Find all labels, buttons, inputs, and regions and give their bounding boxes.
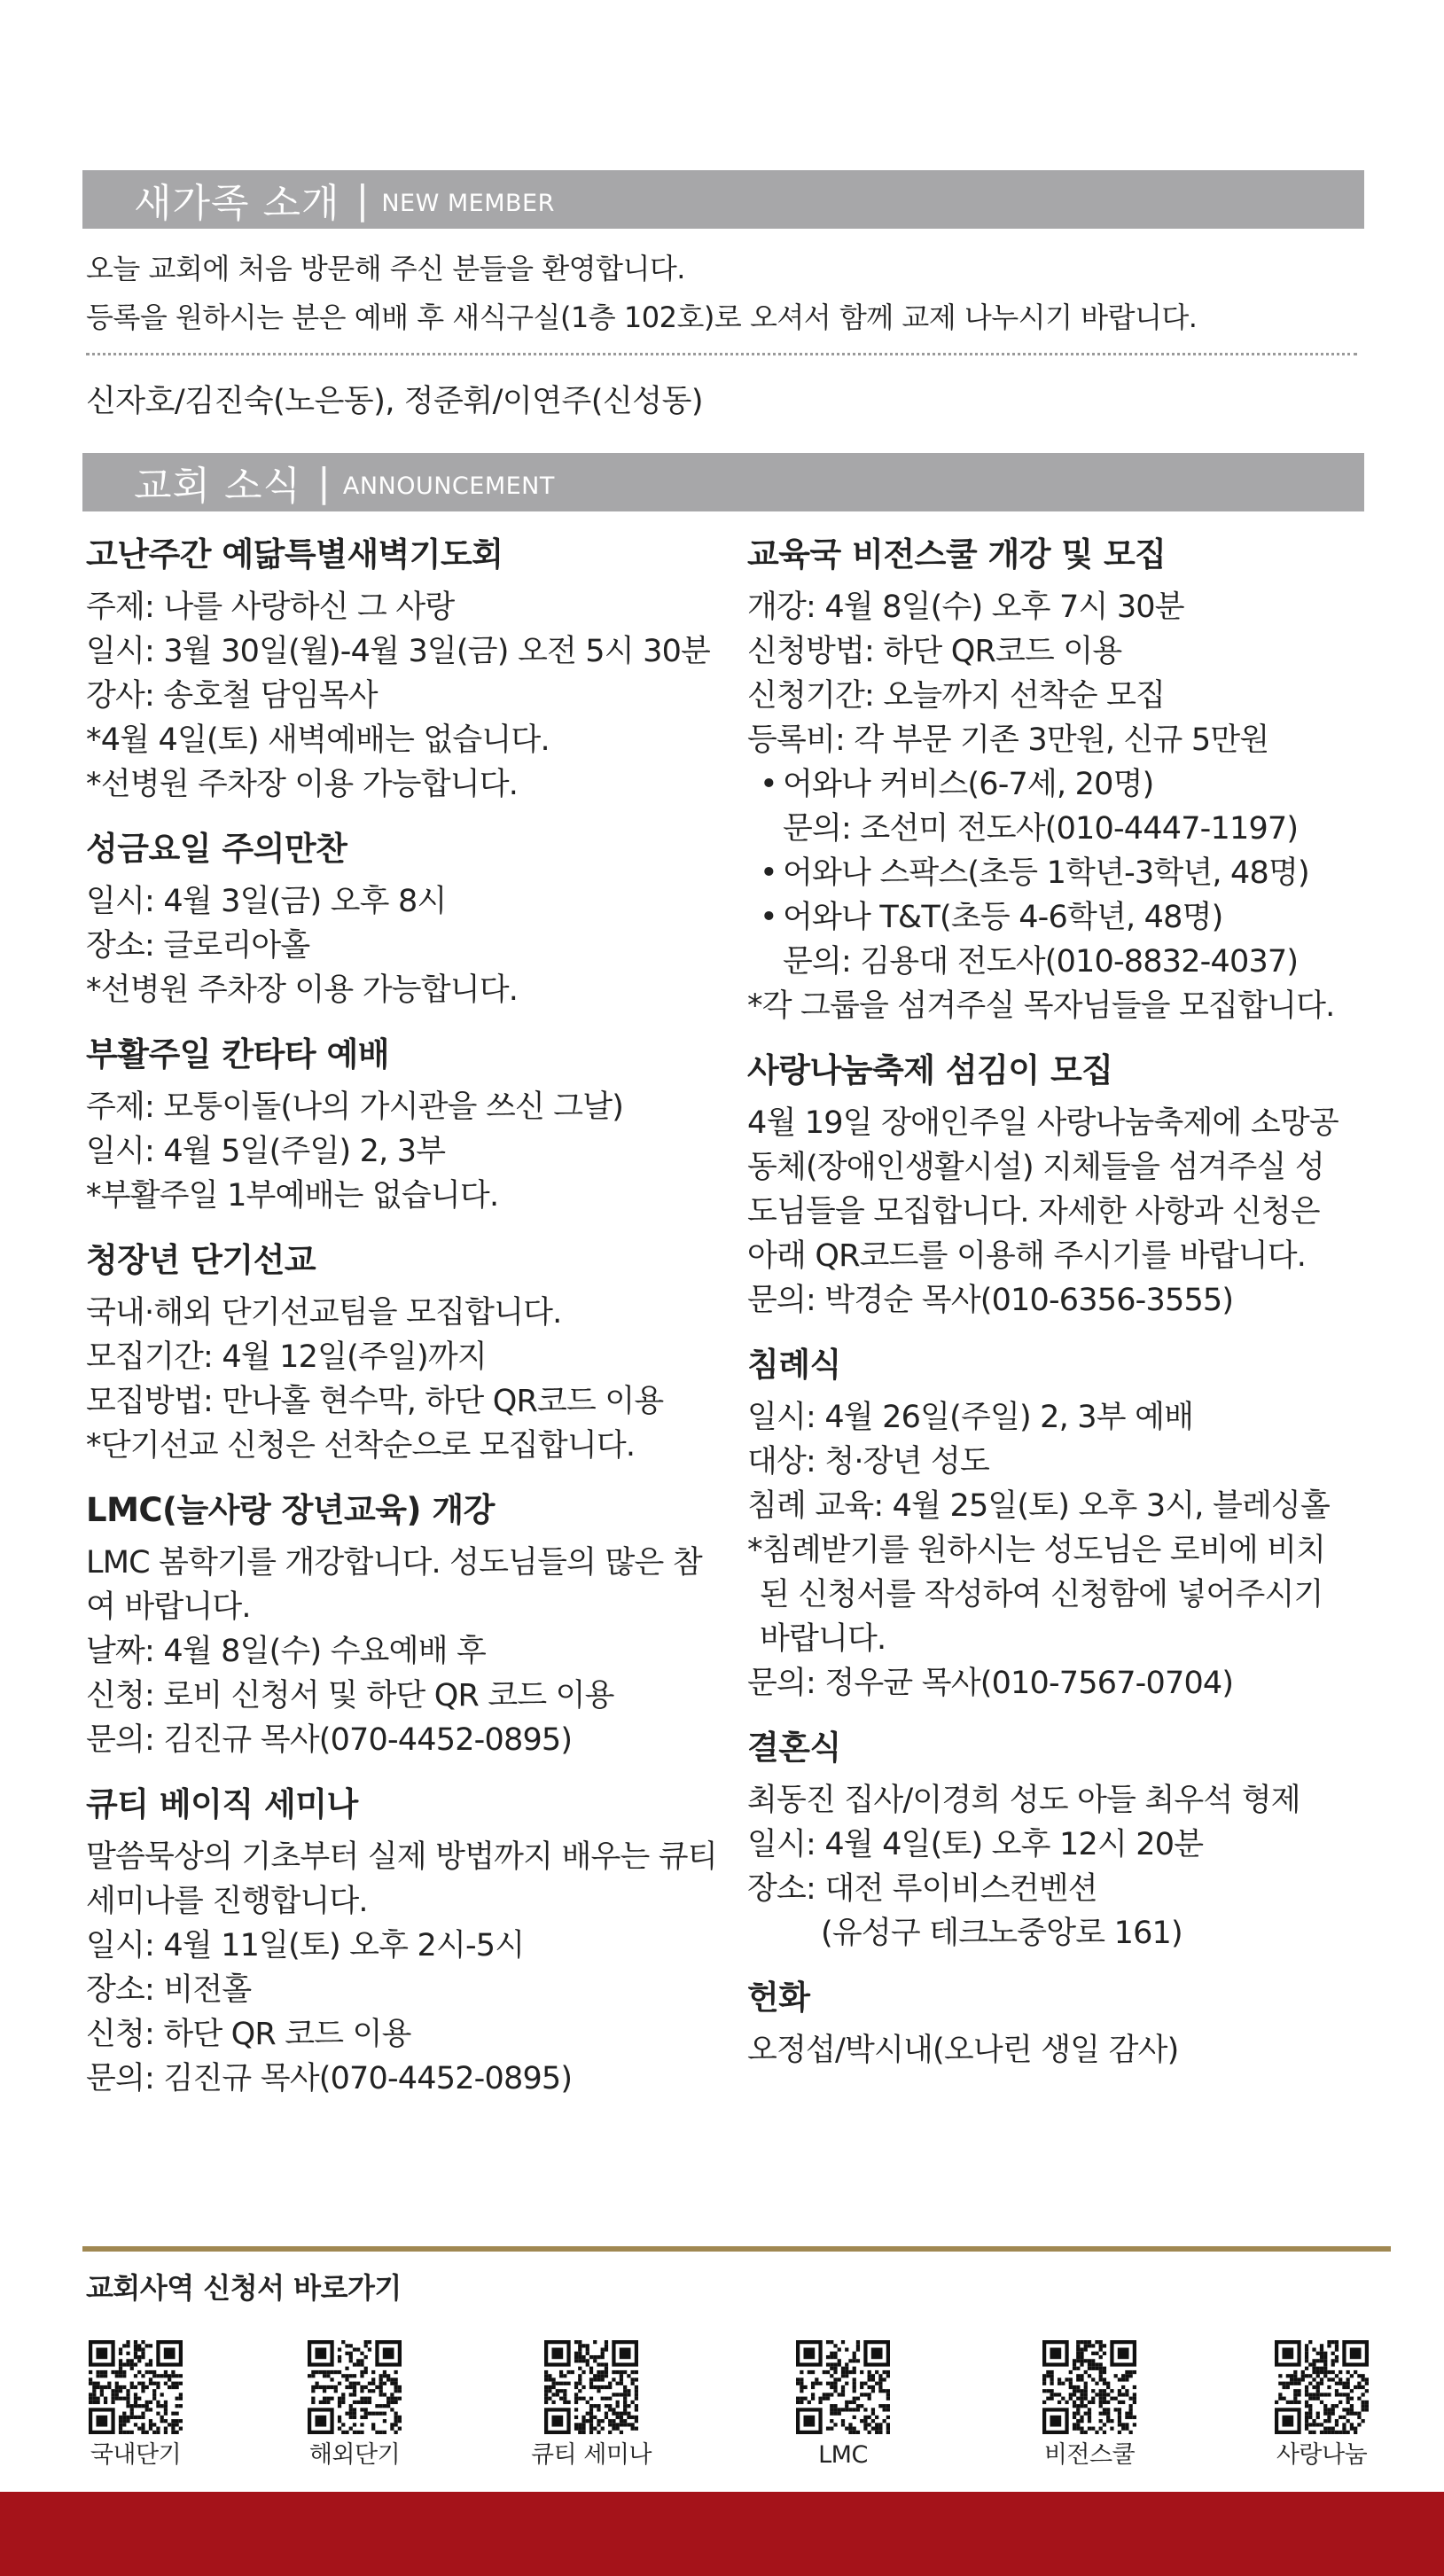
item-title: 성금요일 주의만찬	[86, 830, 347, 868]
item-line: 문의: 조선미 전도사(010-4447-1197)	[783, 811, 1299, 847]
announcement-item-wedding	[747, 1723, 1368, 1955]
title-separator: |	[355, 176, 370, 222]
bullet-icon: •	[760, 855, 777, 891]
qr-code-icon	[1042, 2340, 1136, 2434]
gold-divider	[82, 2246, 1391, 2252]
item-title: 침례식	[747, 1346, 841, 1384]
qr-link-love-sharing[interactable]	[1255, 2340, 1388, 2473]
bullet-item	[747, 762, 1368, 807]
item-line: 문의: 김진규 목사(070-4452-0895)	[86, 1722, 573, 1758]
qr-link-domestic-mission[interactable]	[69, 2340, 202, 2473]
item-line: 문의: 박경순 목사(010-6356-3555)	[747, 1283, 1234, 1318]
qr-code-icon	[544, 2340, 638, 2434]
item-line: 일시: 3월 30일(월)-4월 3일(금) 오전 5시 30분	[86, 634, 711, 669]
announcement-left-column	[86, 530, 724, 2119]
item-line: *침례받기를 원하시는 성도님은 로비에 비치	[747, 1533, 1326, 1568]
item-line: 모집방법: 만나홀 현수막, 하단 QR코드 이용	[86, 1384, 664, 1419]
item-line: 일시: 4월 5일(주일) 2, 3부	[86, 1134, 446, 1169]
item-line: 일시: 4월 26일(주일) 2, 3부 예배	[747, 1400, 1194, 1435]
bullet-text: 어와나 T&T(초등 4-6학년, 48명)	[783, 900, 1223, 935]
item-line: 강사: 송호철 담임목사	[86, 678, 378, 714]
item-title: 교육국 비전스쿨 개강 및 모집	[747, 535, 1167, 574]
bullet-text: 어와나 스팍스(초등 1학년-3학년, 48명)	[783, 855, 1309, 891]
item-title: LMC(늘사랑 장년교육) 개강	[86, 1491, 495, 1529]
item-line: 주제: 모퉁이돌(나의 가시관을 쓰신 그날)	[86, 1089, 624, 1125]
item-line: 신청: 하단 QR 코드 이용	[86, 2017, 411, 2052]
item-line: 대상: 청·장년 성도	[747, 1444, 990, 1479]
item-line: 날짜: 4월 8일(수) 수요예배 후	[86, 1634, 487, 1669]
qr-label: 사랑나눔	[1276, 2441, 1368, 2469]
qr-code-icon	[1275, 2340, 1369, 2434]
announcement-item-easter-cantata	[86, 1030, 724, 1218]
item-line: 주제: 나를 사랑하신 그 사랑	[86, 589, 455, 625]
bullet-item	[747, 895, 1368, 940]
announcement-header	[82, 453, 1364, 511]
item-title: 결혼식	[747, 1729, 841, 1767]
qr-label: 비전스쿨	[1043, 2441, 1136, 2469]
item-line: 모집기간: 4월 12일(주일)까지	[86, 1339, 487, 1375]
item-line: *부활주일 1부예배는 없습니다.	[86, 1178, 499, 1214]
item-line: 일시: 4월 3일(금) 오후 8시	[86, 884, 447, 919]
qr-label: LMC	[818, 2441, 868, 2469]
item-line: 일시: 4월 4일(토) 오후 12시 20분	[747, 1827, 1204, 1862]
qr-label: 큐티 세미나	[531, 2441, 652, 2469]
qr-label: 국내단기	[90, 2441, 182, 2469]
bullet-icon: •	[760, 900, 777, 935]
item-line: 신청: 로비 신청서 및 하단 QR 코드 이용	[86, 1678, 614, 1713]
announcement-item-dawn-prayer	[86, 530, 724, 807]
item-line: (유성구 테크노중앙로 161)	[821, 1916, 1183, 1951]
announcement-item-vision-school	[747, 530, 1368, 1028]
section-subtitle: ANNOUNCEMENT	[342, 472, 555, 500]
qr-label: 해외단기	[308, 2441, 401, 2469]
item-line: 등록비: 각 부문 기존 3만원, 신규 5만원	[747, 722, 1269, 758]
announcement-item-love-festival	[747, 1046, 1368, 1323]
bullet-icon: •	[760, 767, 777, 802]
section-subtitle: NEW MEMBER	[381, 189, 555, 217]
qr-link-qt-seminar[interactable]	[525, 2340, 658, 2473]
bullet-text: 어와나 커비스(6-7세, 20명)	[783, 767, 1154, 802]
item-line: 장소: 비전홀	[86, 1972, 252, 2008]
announcement-item-good-friday	[86, 824, 724, 1012]
announcement-item-flowers	[747, 1973, 1368, 2073]
item-title: 청장년 단기선교	[86, 1241, 316, 1279]
item-line: 개강: 4월 8일(수) 오후 7시 30분	[747, 589, 1184, 625]
announcement-item-lmc	[86, 1486, 724, 1762]
item-line: 일시: 4월 11일(토) 오후 2시-5시	[86, 1928, 525, 1963]
item-line: *4월 4일(토) 새벽예배는 없습니다.	[86, 722, 550, 758]
title-separator: |	[317, 459, 331, 505]
item-line: 문의: 김용대 전도사(010-8832-4037)	[783, 944, 1299, 980]
item-paragraph: 말씀묵상의 기초부터 실제 방법까지 배우는 큐티 세미나를 진행합니다.	[86, 1839, 717, 1919]
bullet-item	[747, 851, 1368, 895]
item-line: *선병원 주차장 이용 가능합니다.	[86, 972, 519, 1008]
new-member-names: 신자호/김진숙(노은동), 정준휘/이연주(신성동)	[86, 384, 704, 419]
item-title: 헌화	[747, 1979, 810, 2017]
qr-link-lmc[interactable]	[777, 2340, 909, 2473]
item-line: 침례 교육: 4월 25일(토) 오후 3시, 블레싱홀	[747, 1488, 1330, 1524]
announcement-item-baptism	[747, 1340, 1368, 1706]
item-title: 고난주간 예닮특별새벽기도회	[86, 535, 503, 574]
item-line: 4월 19일 장애인주일 사랑나눔축제에 소망공	[747, 1105, 1339, 1141]
item-line: 장소: 대전 루이비스컨벤션	[747, 1871, 1097, 1907]
section-title: 교회 소식	[134, 464, 302, 509]
item-line: 바랍니다.	[760, 1621, 886, 1657]
dotted-divider	[86, 353, 1357, 355]
item-line: 아래 QR코드를 이용해 주시기를 바랍니다.	[747, 1238, 1307, 1274]
item-line: 신청기간: 오늘까지 선착순 모집	[747, 678, 1166, 714]
qr-link-vision-school[interactable]	[1023, 2340, 1156, 2473]
item-line: 동체(장애인생활시설) 지체들을 섬겨주실 성	[747, 1150, 1324, 1185]
item-line: 국내·해외 단기선교팀을 모집합니다.	[86, 1295, 562, 1331]
intro-line: 등록을 원하시는 분은 예배 후 새식구실(1층 102호)로 오셔서 함께 교제 나누시기 바랍니다.	[86, 301, 1198, 334]
footer-band	[0, 2492, 1444, 2576]
item-title: 사랑나눔축제 섬김이 모집	[747, 1051, 1113, 1089]
item-paragraph: LMC 봄학기를 개강합니다. 성도님들의 많은 참여 바랍니다.	[86, 1545, 702, 1625]
qr-link-overseas-mission[interactable]	[288, 2340, 421, 2473]
qr-section-heading: 교회사역 신청서 바로가기	[86, 2271, 402, 2305]
item-line: 문의: 정우균 목사(010-7567-0704)	[747, 1666, 1234, 1701]
item-line: 장소: 글로리아홀	[86, 928, 310, 964]
new-member-intro	[86, 245, 1197, 342]
item-line: 오정섭/박시내(오나린 생일 감사)	[747, 2033, 1179, 2068]
item-line: *선병원 주차장 이용 가능합니다.	[86, 767, 519, 802]
item-title: 부활주일 칸타타 예배	[86, 1035, 389, 1073]
announcement-right-column	[747, 530, 1368, 2090]
item-line: 최동진 집사/이경희 성도 아들 최우석 형제	[747, 1783, 1300, 1818]
item-line: 문의: 김진규 목사(070-4452-0895)	[86, 2061, 573, 2096]
item-title: 큐티 베이직 세미나	[86, 1785, 358, 1823]
intro-line: 오늘 교회에 처음 방문해 주신 분들을 환영합니다.	[86, 252, 685, 285]
item-line: 도님들을 모집합니다. 자세한 사항과 신청은	[747, 1194, 1320, 1229]
qr-code-icon	[89, 2340, 183, 2434]
item-line: 된 신청서를 작성하여 신청함에 넣어주시기	[760, 1577, 1323, 1612]
qr-code-icon	[308, 2340, 402, 2434]
announcement-item-qt-seminar	[86, 1780, 724, 2101]
qr-code-icon	[796, 2340, 890, 2434]
item-line: 신청방법: 하단 QR코드 이용	[747, 634, 1122, 669]
item-line: *단기선교 신청은 선착순으로 모집합니다.	[86, 1428, 636, 1464]
announcement-item-short-mission	[86, 1236, 724, 1468]
item-line: *각 그룹을 섬겨주실 목자님들을 모집합니다.	[747, 988, 1335, 1024]
new-member-header	[82, 170, 1364, 229]
section-title: 새가족 소개	[134, 181, 340, 226]
